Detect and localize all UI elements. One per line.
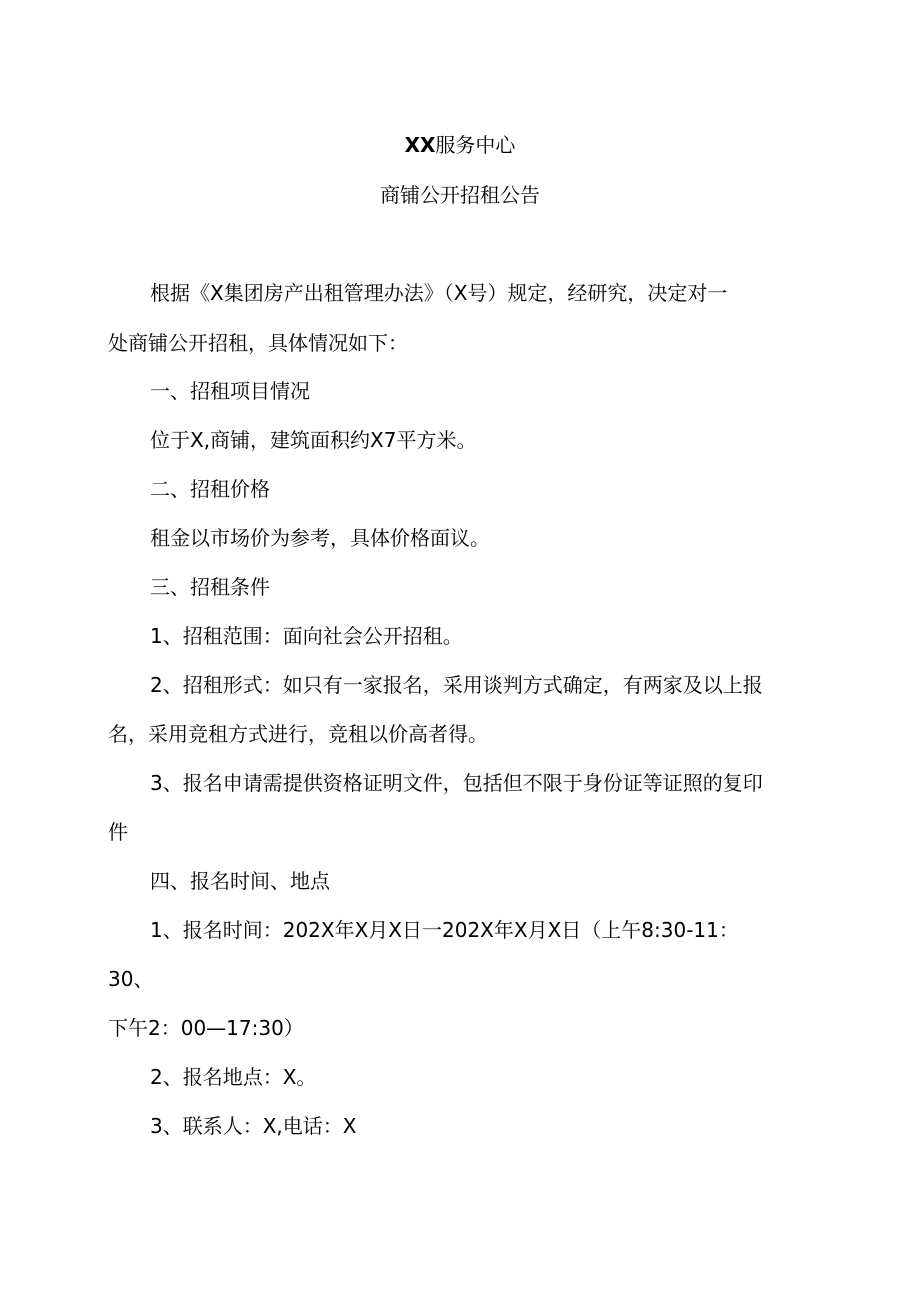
section-4-item-3: 3、联系人：X,电话：X (150, 1114, 357, 1138)
section-4-item-2: 2、报名地点：X。 (150, 1065, 317, 1089)
org-prefix: XX (404, 133, 436, 157)
section-4-item-1-line-1: 1、报名时间：202X年X月X日一202X年X月X日（上午8:30-11： (150, 918, 739, 942)
intro-paragraph-line-2: 处商铺公开招租，具体情况如下： (108, 331, 408, 355)
section-2-text: 租金以市场价为参考，具体价格面议。 (150, 526, 490, 550)
document-title: 商铺公开招租公告 (380, 183, 540, 207)
section-3-item-2-line-2: 名，采用竞租方式进行，竞租以价高者得。 (108, 722, 488, 746)
section-2-heading: 二、招租价格 (150, 477, 270, 501)
org-name: 服务中心 (435, 133, 516, 157)
section-3-heading: 三、招租条件 (150, 575, 270, 599)
section-4-heading: 四、报名时间、地点 (150, 869, 330, 893)
section-1-text: 位于X,商铺，建筑面积约X7平方米。 (150, 428, 477, 452)
section-3-item-3-line-1: 3、报名申请需提供资格证明文件，包括但不限于身份证等证照的复印 (150, 771, 763, 795)
section-4-item-1-line-2: 30、 (108, 967, 154, 991)
section-3-item-3-line-2: 件 (108, 820, 128, 844)
section-3-item-2-line-1: 2、招租形式：如只有一家报名，采用谈判方式确定，有两家及以上报 (150, 673, 763, 697)
section-4-item-1-line-3: 下午2：00—17:30） (108, 1016, 304, 1040)
intro-paragraph-line-1: 根据《X集团房产出租管理办法》（X号）规定，经研究，决定对一 (150, 281, 728, 305)
section-3-item-1: 1、招租范围：面向社会公开招租。 (150, 624, 463, 648)
document-org-title (0, 133, 920, 157)
section-1-heading: 一、招租项目情况 (150, 379, 310, 403)
